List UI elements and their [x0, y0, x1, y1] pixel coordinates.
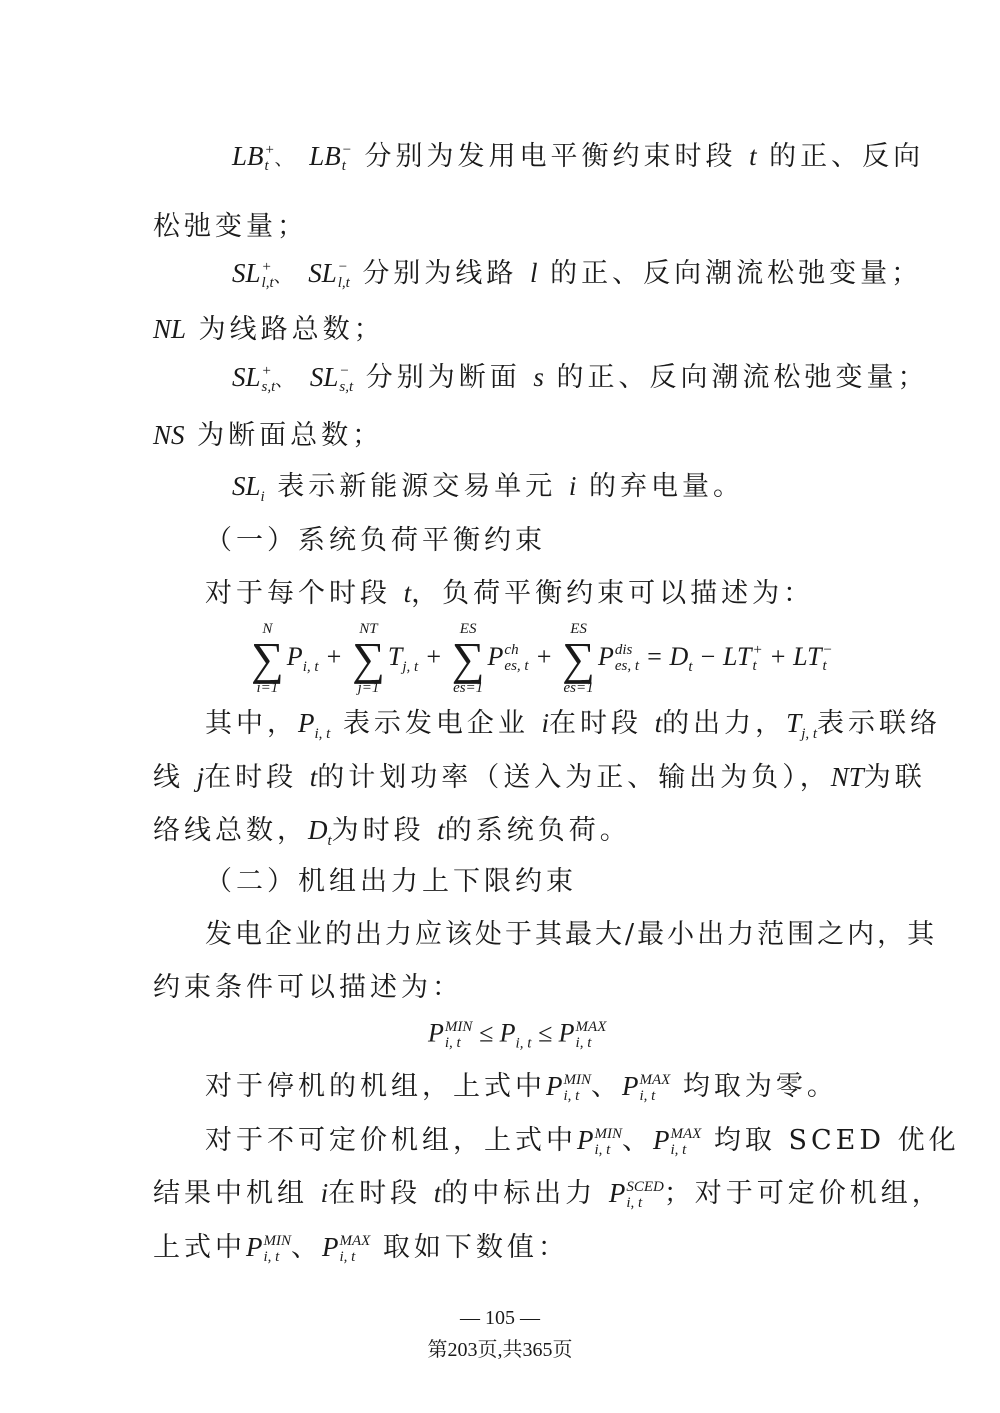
math-var: s: [533, 362, 544, 392]
text-span: 在时段: [549, 708, 643, 739]
text-span: 的弃电量。: [589, 471, 744, 502]
text-span: 的正、反向潮流松弛变量；: [556, 362, 929, 393]
math-var: j: [196, 762, 205, 792]
text-span: 分别为发用电平衡约束时段: [364, 141, 737, 172]
text-line: [153, 316, 385, 343]
page-number: — 105 —: [460, 1307, 540, 1329]
text-span: 、: [591, 1071, 622, 1102]
text-span: ；对于可定价机组，: [663, 1178, 943, 1209]
text-span: 均取 SCED 优化: [713, 1125, 960, 1156]
text-span: 为联: [863, 762, 926, 793]
text-span: 络线总数，: [153, 815, 308, 846]
text-span: 分别为断面: [365, 362, 521, 393]
text-line: 其中，$P_{i, t}$ 表示发电企业 i在时段 t的出力，$T_{j, t}$表示联络: [205, 708, 942, 742]
text-span: 上式中: [153, 1232, 246, 1263]
text-span: 的计划功率（送入为正、输出为负），: [317, 762, 831, 793]
page-info: 第203页,共365页: [427, 1339, 573, 1361]
text-span: 线: [153, 762, 184, 793]
text-line: LB + t 、 LB − t 分别为发用电平衡约束时段 t 的正、反向: [232, 141, 925, 174]
text-line: 对于不可定价机组，上式中P MIN i, t 、P MAX i, t 均取 SCED 优化: [205, 1125, 960, 1158]
text-span: 取如下数值：: [382, 1232, 569, 1263]
text-line: $SL_i$ 表示新能源交易单元 i 的弃电量。: [232, 471, 744, 505]
text-span: 表示发电企业: [342, 708, 529, 739]
text-span: 在时段: [204, 762, 298, 793]
math-var: t: [437, 815, 445, 845]
text-span: 对于停机的机组，上式中: [205, 1071, 546, 1102]
math-var: NS: [153, 420, 185, 450]
text-line: SL + l,t 、 SL − l,t 分别为线路 l 的正、反向潮流松弛变量；: [232, 258, 923, 291]
math-var: t: [403, 578, 412, 608]
text-line: 发电企业的出力应该处于其最大/最小出力范围之内，其: [205, 919, 938, 950]
text-span: 的中标出力: [441, 1178, 597, 1209]
text-line: 约束条件可以描述为：: [153, 972, 463, 1003]
math-var: t: [654, 708, 663, 738]
math-var: NL: [153, 314, 187, 344]
text-span: 的系统负荷。: [444, 815, 631, 846]
section-heading: （二）机组出力上下限约束: [205, 866, 577, 897]
math-var: t: [749, 141, 757, 171]
text-line: 对于停机的机组，上式中P MIN i, t 、P MAX i, t 均取为零。: [205, 1071, 838, 1104]
section-heading: （一）系统负荷平衡约束: [205, 525, 546, 556]
text-line: [153, 764, 926, 791]
text-span: 的正、反向: [769, 141, 925, 172]
text-line: 络线总数，$D_t$为时段 t的系统负荷。: [153, 815, 631, 849]
text-span: 为线路总数；: [198, 314, 385, 345]
text-line: [205, 580, 814, 607]
text-span: 结果中机组: [153, 1178, 308, 1209]
text-span: 、: [291, 1232, 322, 1263]
text-span: 分别为线路: [362, 258, 518, 289]
math-var: l: [530, 258, 538, 288]
text-span: 的出力，: [662, 708, 787, 739]
math-var: t: [433, 1178, 442, 1208]
math-var: i: [320, 1178, 329, 1208]
text-span: 的正、反向潮流松弛变量；: [550, 258, 923, 289]
text-line: SL + s,t 、 SL − s,t 分别为断面 s 的正、反向潮流松弛变量；: [232, 362, 929, 395]
math-var: i: [568, 471, 577, 501]
text-span: 其中，: [205, 708, 298, 739]
text-span: 对于不可定价机组，上式中: [205, 1125, 577, 1156]
text-line: 松弛变量；: [153, 211, 308, 242]
text-span: 为断面总数；: [197, 420, 384, 451]
text-span: 表示新能源交易单元: [277, 471, 557, 502]
text-span: 、: [622, 1125, 653, 1156]
math-var: t: [309, 762, 318, 792]
math-var: NT: [830, 762, 864, 792]
text-line: 结果中机组 i在时段 t的中标出力 P SCED i, t ；对于可定价机组，: [153, 1178, 943, 1211]
text-span: 在时段: [328, 1178, 422, 1209]
text-span: ，负荷平衡约束可以描述为：: [411, 578, 815, 609]
math-var: i: [541, 708, 550, 738]
equation-output-limits: P MIN i, t ≤ $P_{i, t} \le P$ MAX i, t: [428, 1018, 607, 1052]
text-span: 为时段: [331, 815, 425, 846]
text-span: 对于每个时段: [205, 578, 391, 609]
text-line: 上式中P MIN i, t 、P MAX i, t 取如下数值：: [153, 1232, 569, 1265]
equation-power-balance: N ∑ i=1 $P_{i, t}$ + NT ∑ j=1 $T_{j, t}$ + ES ∑ es=1 P ch es, t + ES ∑ es=1 P dis es, t = $D_t$ − LT + t + LT − t: [251, 621, 833, 696]
text-span: 表示联络: [817, 708, 942, 739]
text-span: 均取为零。: [682, 1071, 838, 1102]
text-line: [153, 422, 383, 449]
